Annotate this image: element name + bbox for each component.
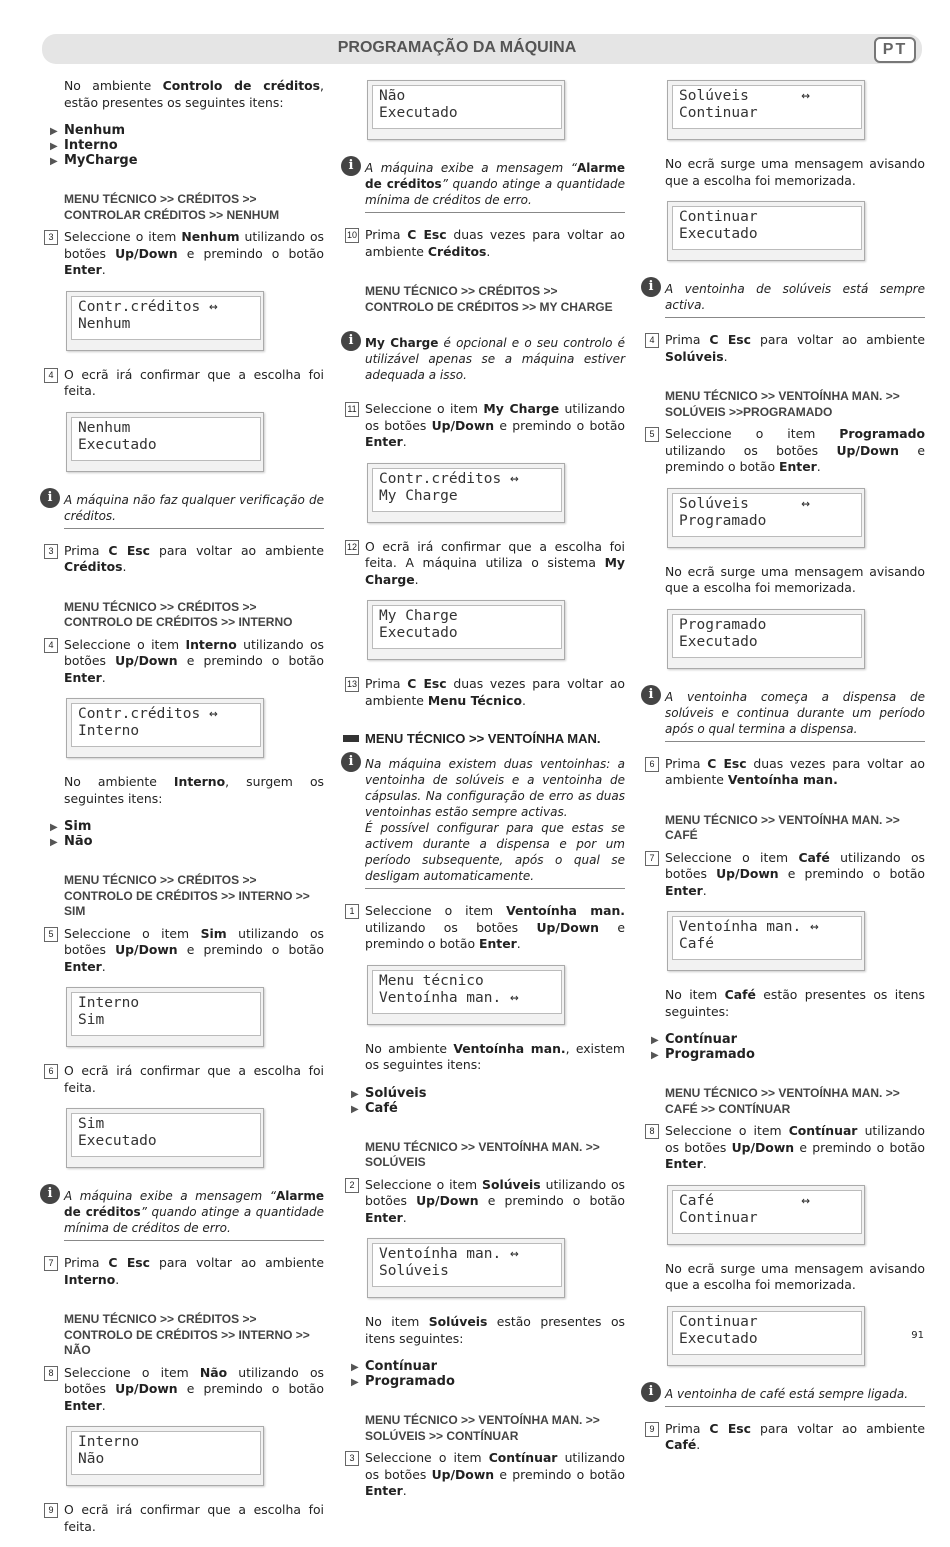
step-number: 9 (645, 1422, 659, 1437)
step-number: 5 (44, 927, 58, 942)
step-number: 5 (645, 427, 659, 442)
step: 3 Seleccione o item Contínuar utilizando os botões Up/Down e premindo o botão Enter. (365, 1450, 625, 1500)
section-heading: MENU TÉCNICO >> CRÉDITOS >> CONTROLAR CRÉDITOS >> NENHUM (64, 192, 280, 222)
lcd-text: Interno Não (71, 1431, 261, 1475)
step-number: 1 (345, 904, 359, 919)
page-number: 91 (911, 1330, 924, 1341)
lcd-display (667, 201, 865, 261)
info-note: i A máquina exibe a mensagem “Alarme de créditos” quando atinge a quantidade mínima de créditos de erro. (64, 1188, 324, 1241)
info-note: i A máquina não faz qualquer verificação de créditos. (64, 492, 324, 529)
step: 4 O ecrã irá confirmar que a escolha foi feita. (64, 367, 324, 400)
items-list (64, 819, 324, 849)
info-icon: i (40, 1184, 60, 1204)
lcd-display (667, 911, 865, 971)
lcd-text: Menu técnico Ventoínha man. ↔ (372, 970, 562, 1014)
step: 6 O ecrã irá confirmar que a escolha foi feita. (64, 1063, 324, 1096)
step: 11 Seleccione o item My Charge utilizando os botões Up/Down e premindo o botão Enter. (365, 401, 625, 451)
lcd-display (667, 609, 865, 669)
step: 10 Prima C Esc duas vezes para voltar ao ambiente Créditos. (346, 227, 625, 259)
info-note: i A máquina exibe a mensagem “Alarme de créditos” quando atinge a quantidade mínima de créditos de erro. (365, 160, 625, 213)
paragraph: No ambiente Ventoínha man., existem os seguintes itens: (365, 1040, 626, 1072)
info-note: i A ventoinha de café está sempre ligada. (665, 1386, 925, 1407)
info-icon: i (40, 488, 60, 508)
section-heading: MENU TÉCNICO >> CRÉDITOS >> CONTROLO DE CRÉDITOS >> INTERNO >> NÃO (64, 1312, 310, 1357)
section-heading: MENU TÉCNICO >> CRÉDITOS >> CONTROLO DE CRÉDITOS >> INTERNO >> SIM (64, 873, 310, 918)
lcd-text: Contr.créditos ↔ Nenhum (71, 296, 261, 340)
items-list (64, 123, 324, 168)
lcd-text: Não Executado (372, 85, 562, 129)
lcd-display (66, 412, 264, 472)
step-number: 8 (44, 1366, 58, 1381)
step: 4 Seleccione o item Interno utilizando os botões Up/Down e premindo o botão Enter. (64, 637, 324, 687)
column-1 (47, 78, 324, 1547)
step: 7 Seleccione o item Café utilizando os botões Up/Down e premindo o botão Enter. (665, 850, 925, 900)
list-item: ▶ Café (365, 1101, 625, 1116)
info-note: i A ventoinha de solúveis está sempre activa. (665, 281, 925, 318)
info-icon: i (341, 156, 361, 176)
step: 9 Prima C Esc para voltar ao ambiente Café. (665, 1421, 925, 1454)
step: 4 Prima C Esc para voltar ao ambiente Solúveis. (665, 332, 925, 365)
lcd-text: Café ↔ Continuar (672, 1190, 862, 1234)
lcd-display (667, 80, 865, 140)
lcd-text: Continuar Executado (672, 206, 862, 250)
lcd-text: Contr.créditos ↔ Interno (71, 703, 261, 747)
step-number: 13 (345, 677, 359, 692)
lcd-text: Contr.créditos ↔ My Charge (372, 468, 562, 512)
section-heading: MENU TÉCNICO >> VENTOÍNHA MAN. >> SOLÚVEIS (365, 1139, 600, 1169)
step: 7 Prima C Esc para voltar ao ambiente Interno. (64, 1255, 324, 1288)
lcd-display (66, 291, 264, 351)
paragraph: No ambiente Interno, surgem os seguintes itens: (64, 774, 324, 806)
section-heading: MENU TÉCNICO >> CRÉDITOS >> CONTROLO DE CRÉDITOS >> MY CHARGE (365, 284, 613, 314)
lcd-display (367, 80, 565, 140)
lcd-display (367, 600, 565, 660)
info-note: i A ventoinha começa a dispensa de solúveis e continua durante um período após o qual termina a dispensa. (665, 689, 925, 742)
step: 8 Seleccione o item Contínuar utilizando os botões Up/Down e premindo o botão Enter. (665, 1123, 925, 1173)
column-3 (648, 68, 926, 1466)
lcd-text: Ventoínha man. ↔ Café (672, 916, 862, 960)
step: 2 Seleccione o item Solúveis utilizando os botões Up/Down e premindo o botão Enter. (365, 1177, 625, 1227)
list-item: ▶ Programado (665, 1047, 925, 1062)
intro-paragraph: No ambiente Controlo de créditos, estão presentes os seguintes itens: (64, 78, 324, 110)
step-number: 2 (345, 1178, 359, 1193)
lcd-display (667, 1185, 865, 1245)
paragraph: No ecrã surge uma mensagem avisando que a escolha foi memorizada. (665, 1260, 925, 1292)
lcd-text: My Charge Executado (372, 605, 562, 649)
paragraph: No item Solúveis estão presentes os itens seguintes: (365, 1314, 625, 1346)
language-badge: PT (874, 37, 916, 63)
list-item: ▶ Programado (365, 1374, 625, 1389)
step: 8 Seleccione o item Não utilizando os botões Up/Down e premindo o botão Enter. (64, 1365, 324, 1415)
info-icon: i (641, 277, 661, 297)
step-number: 8 (645, 1124, 659, 1139)
step: 13 Prima C Esc duas vezes para voltar ao ambiente Menu Técnico. (346, 676, 625, 708)
lcd-text: Interno Sim (71, 992, 261, 1036)
lcd-display (66, 698, 264, 758)
list-item: ▶ Solúveis (365, 1086, 625, 1101)
info-icon: i (641, 685, 661, 705)
items-list (365, 1359, 625, 1389)
lcd-display (667, 488, 865, 548)
list-item: ▶ Nenhum (64, 123, 324, 138)
lcd-text: Nenhum Executado (71, 417, 261, 461)
step-number: 6 (645, 757, 659, 772)
step-number: 3 (44, 230, 58, 245)
section-heading: MENU TÉCNICO >> CRÉDITOS >> CONTROLO DE CRÉDITOS >> INTERNO (64, 599, 293, 629)
lcd-display (66, 1426, 264, 1486)
lcd-text: Ventoínha man. ↔ Solúveis (372, 1243, 562, 1287)
items-list (665, 1032, 925, 1062)
list-item: ▶ Contínuar (665, 1032, 925, 1047)
info-icon: i (341, 752, 361, 772)
list-item: ▶ Não (64, 834, 324, 849)
step-number: 4 (645, 333, 659, 348)
info-note: i My Charge é opcional e o seu controlo é utilizável apenas se a máquina estiver adequada a isso. (365, 335, 625, 387)
lcd-text: Solúveis ↔ Programado (672, 493, 862, 537)
lcd-display (66, 1108, 264, 1168)
step: 9 O ecrã irá confirmar que a escolha foi feita. (64, 1502, 324, 1535)
step: 6 Prima C Esc duas vezes para voltar ao ambiente Ventoínha man. (665, 756, 925, 789)
page-title: PROGRAMAÇÃO DA MÁQUINA (337, 39, 577, 56)
section-heading: MENU TÉCNICO >> VENTOÍNHA MAN. >> CAFÉ (665, 812, 900, 842)
step-number: 3 (44, 544, 58, 559)
step-number: 3 (345, 1451, 359, 1466)
step-number: 4 (44, 368, 58, 383)
lcd-display (367, 965, 565, 1025)
step: 12 O ecrã irá confirmar que a escolha foi feita. A máquina utiliza o sistema My Charge. (346, 538, 625, 587)
section-title: MENU TÉCNICO >> VENTOÍNHA MAN. (365, 731, 625, 746)
step-number: 11 (345, 402, 359, 417)
step-number: 9 (44, 1503, 58, 1518)
lcd-text: Solúveis ↔ Continuar (672, 85, 862, 129)
step-number: 10 (345, 228, 359, 243)
paragraph: No ecrã surge uma mensagem avisando que a escolha foi memorizada. (665, 563, 925, 595)
column-2 (346, 68, 626, 1512)
list-item: ▶ Contínuar (365, 1359, 625, 1374)
lcd-display (66, 987, 264, 1047)
lcd-display (367, 463, 565, 523)
paragraph: No item Café estão presentes os itens seguintes: (665, 987, 925, 1019)
info-icon: i (341, 331, 361, 351)
section-heading: MENU TÉCNICO >> VENTOÍNHA MAN. >> CAFÉ >> CONTÍNUAR (665, 1086, 900, 1116)
page-header (42, 34, 922, 64)
step-number: 12 (345, 540, 359, 555)
list-item: ▶ Sim (64, 819, 324, 834)
info-note: i Na máquina existem duas ventoinhas: a ventoinha de solúveis e a ventoinha de cápsulas. Na configuração de erro as duas ventoinhas estão sempre activas. É possível configurar para que estas se activem durante a dispensa e por um período subsequente, após o qual se desligam automaticamente. (365, 756, 625, 889)
list-item: ▶ MyCharge (64, 153, 324, 168)
list-item: ▶ Interno (64, 138, 324, 153)
step: 3 Prima C Esc para voltar ao ambiente Créditos. (64, 543, 324, 576)
paragraph: No ecrã surge uma mensagem avisando que a escolha foi memorizada. (665, 156, 925, 188)
lcd-text: Programado Executado (672, 614, 862, 658)
step: 5 Seleccione o item Sim utilizando os botões Up/Down e premindo o botão Enter. (64, 926, 324, 976)
lcd-text: Sim Executado (71, 1113, 261, 1157)
step-number: 6 (44, 1064, 58, 1079)
lcd-text: Continuar Executado (672, 1311, 862, 1355)
step-number: 4 (44, 638, 58, 653)
section-heading: MENU TÉCNICO >> VENTOÍNHA MAN. >> SOLÚVEIS >> CONTÍNUAR (365, 1413, 600, 1443)
section-heading: MENU TÉCNICO >> VENTOÍNHA MAN. >> SOLÚVEIS >>PROGRAMADO (665, 389, 900, 419)
step: 5 Seleccione o item Programado utilizando os botões Up/Down e premindo o botão Enter. (665, 426, 925, 476)
lcd-display (667, 1306, 865, 1366)
step-number: 7 (645, 851, 659, 866)
lcd-display (367, 1238, 565, 1298)
step: 3 Seleccione o item Nenhum utilizando os botões Up/Down e premindo o botão Enter. (64, 229, 324, 279)
step: 1 Seleccione o item Ventoínha man. utilizando os botões Up/Down e premindo o botão Enter. (365, 903, 625, 953)
items-list (365, 1086, 625, 1116)
info-icon: i (641, 1382, 661, 1402)
section-bar-icon (343, 735, 359, 742)
step-number: 7 (44, 1256, 58, 1271)
